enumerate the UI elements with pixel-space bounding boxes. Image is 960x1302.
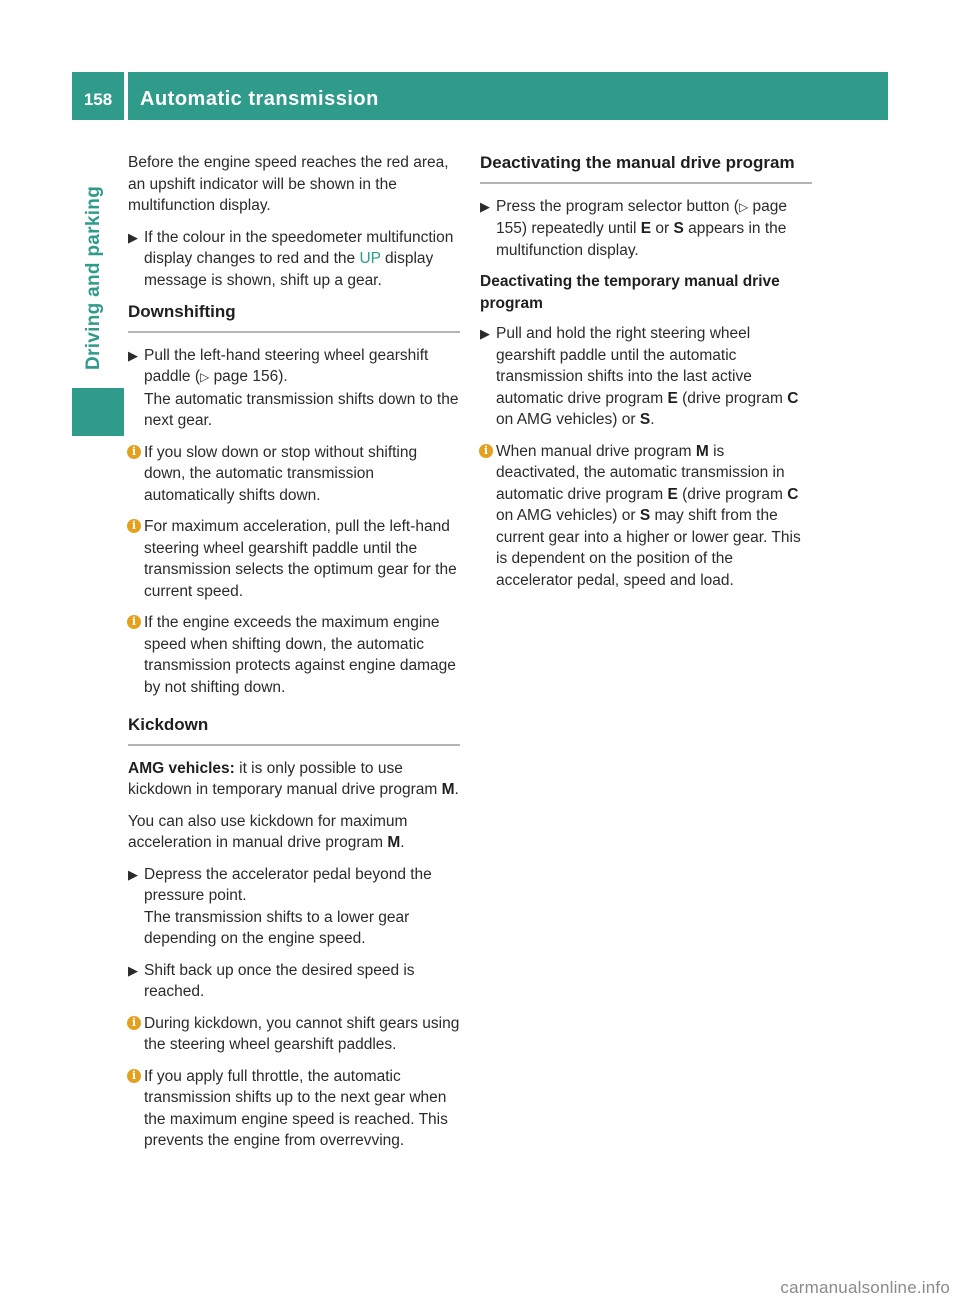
step-depress-pedal: ▶ Depress the accelerator pedal beyond the pressure point. The transmission shifts to a lower gear depending on the engine speed. [128,865,432,947]
page-number: 158 [83,90,113,109]
step-upshift: ▶ If the colour in the speedometer multifunction display changes to red and the UP display message is shown, shift up a gear. [128,228,454,289]
triangle-right-icon: ▷ [738,199,749,214]
step-pull-paddle: ▶ Pull the left-hand steering wheel gearshift paddle (▷ page 156). The automatic transmission shifts down to the next gear. [128,346,459,429]
info-icon: i [479,444,493,458]
amg-label: AMG vehicles: [128,759,235,777]
info-icon: i [127,1016,141,1030]
page-reference-link[interactable]: page 156). [213,368,288,385]
arrow-right-icon: ▶ [128,866,138,882]
arrow-right-icon: ▶ [128,962,138,978]
info-kickdown: i During kickdown, you cannot shift gears using the steering wheel gearshift paddles. [128,1013,460,1056]
deactivate-heading: Deactivating the manual drive program [480,152,812,184]
info-icon: i [127,1069,141,1083]
watermark: carmanualsonline.info [780,1278,950,1297]
up-indicator: UP [359,250,381,267]
header-bar [128,72,888,120]
info-max-acceleration: i For maximum acceleration, pull the left-hand steering wheel gearshift paddle until the transmission selects the optimum gear for the current speed. [128,516,460,602]
arrow-right-icon: ▶ [128,229,138,245]
downshifting-heading: Downshifting [128,301,460,333]
amg-paragraph: AMG vehicles: it is only possible to use kickdown in temporary manual drive program M. [128,759,459,798]
left-column [128,152,460,1162]
step-pull-hold: ▶ Pull and hold the right steering wheel gearshift paddle until the automatic transmission shifts into the last active automatic drive program E (drive program C on AMG vehicles) or S. [480,325,799,428]
temporary-heading: Deactivating the temporary manual drive program [480,273,780,312]
page-title: Automatic transmission [140,88,379,110]
step-shift-back: ▶ Shift back up once the desired speed is reached. [128,961,415,1000]
step-result: The automatic transmission shifts down to the next gear. [144,390,459,429]
info-icon: i [127,615,141,629]
arrow-right-icon: ▶ [480,198,490,214]
info-deactivated: i When manual drive program M is deactivated, the automatic transmission in automatic drive program E (drive program C on AMG vehicles) or S may shift from the current gear into a higher or lower gear. This is dependent on the position of the accelerator pedal, speed and load. [480,441,812,592]
section-tab-block [72,388,124,436]
step-result: The transmission shifts to a lower gear depending on the engine speed. [144,908,410,947]
info-full-throttle: i If you apply full throttle, the automatic transmission shifts up to the next gear when the maximum engine speed is reached. This prevents the engine from overrevving. [128,1066,460,1152]
arrow-right-icon: ▶ [480,326,490,341]
info-slow-down: i If you slow down or stop without shifting down, the automatic transmission automatically shifts down. [128,442,460,507]
section-label: Driving and parking [83,185,104,370]
page-number-box [72,72,124,120]
also-paragraph: You can also use kickdown for maximum acceleration in manual drive program M. [128,812,408,851]
kickdown-heading: Kickdown [128,714,460,746]
info-icon: i [127,445,141,459]
triangle-right-icon: ▷ [200,370,210,384]
arrow-right-icon: ▶ [128,347,138,363]
info-engine-exceeds: i If the engine exceeds the maximum engine speed when shifting down, the automatic transmission protects against engine damage by not shifting down. [128,612,460,698]
info-icon: i [127,519,141,533]
right-column [480,152,812,601]
step-press-selector: ▶ Press the program selector button (▷ page 155) repeatedly until E or S appears in the multifunction display. [480,197,787,259]
page-reference-link[interactable]: page 155) repeatedly until [496,197,787,237]
intro-paragraph: Before the engine speed reaches the red area, an upshift indicator will be shown in the multifunction display. [128,154,449,214]
